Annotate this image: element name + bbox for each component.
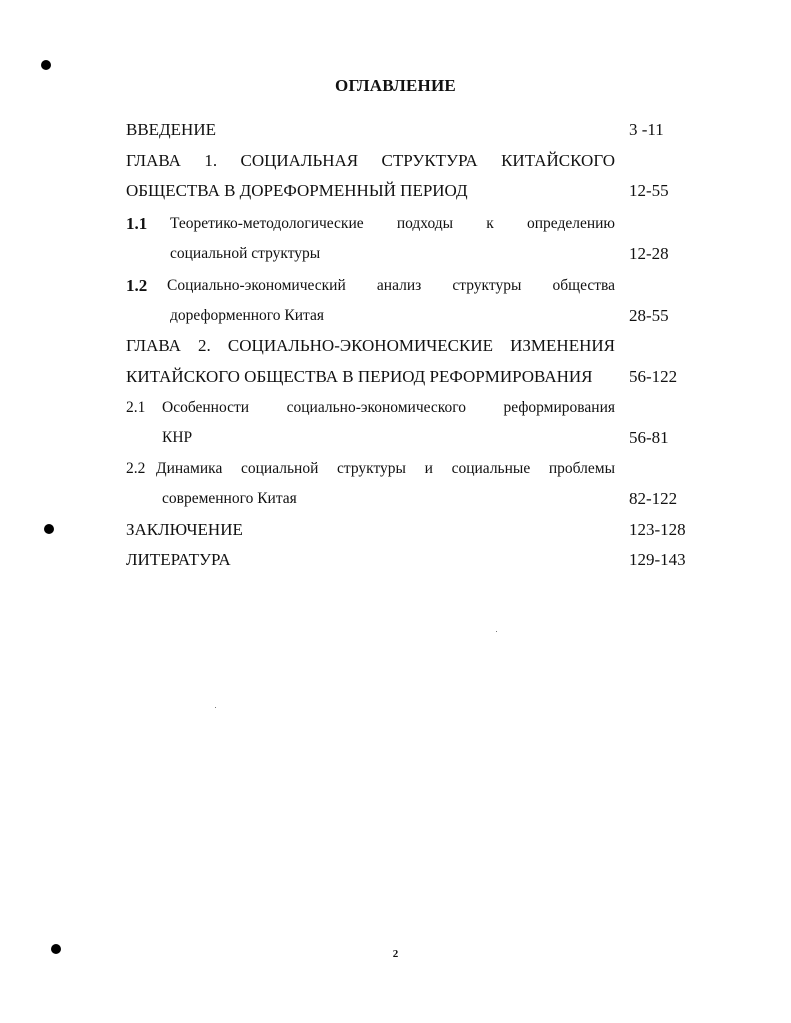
toc-section-1-2-line2: дореформенного Китая [170,307,324,324]
toc-intro-label: ВВЕДЕНИЕ [126,120,216,139]
toc-chapter2-line1: ГЛАВА 2. СОЦИАЛЬНО-ЭКОНОМИЧЕСКИЕ ИЗМЕНЕНИЯ [126,336,615,355]
binder-hole-top [41,60,51,70]
scan-speck [215,707,216,708]
toc-literature-pages: 129-143 [629,550,686,569]
toc-chapter1-pages: 12-55 [629,181,669,200]
page-title: ОГЛАВЛЕНИЕ [335,76,456,95]
page-number: 2 [392,948,399,960]
toc-section-1-1-line2: социальной структуры [170,245,321,262]
toc-intro-pages: 3 -11 [629,120,664,139]
toc-section-2-1-line1: Особенности социально-экономического реформирования [162,399,615,416]
toc-section-2-2-pages: 82-122 [629,489,678,508]
toc-section-1-2-pages: 28-55 [629,306,669,325]
toc-conclusion-label: ЗАКЛЮЧЕНИЕ [126,520,243,539]
toc-literature-label: ЛИТЕРАТУРА [126,550,231,569]
toc-section-2-1-pages: 56-81 [629,428,669,447]
toc-chapter1-line1: ГЛАВА 1. СОЦИАЛЬНАЯ СТРУКТУРА КИТАЙСКОГО [126,151,615,170]
toc-section-2-1-line2: КНР [162,429,193,446]
toc-chapter2-line2: КИТАЙСКОГО ОБЩЕСТВА В ПЕРИОД РЕФОРМИРОВАНИЯ [126,367,593,386]
toc-conclusion-pages: 123-128 [629,520,686,539]
toc-chapter1-line2: ОБЩЕСТВА В ДОРЕФОРМЕННЫЙ ПЕРИОД [126,181,468,200]
toc-section-2-2-line1: Динамика социальной структуры и социальные проблемы [156,460,615,477]
toc-section-1-1-line1: Теоретико-методологические подходы к определению [170,215,615,232]
toc-section-2-2-line2: современного Китая [162,490,297,507]
toc-section-2-1-number: 2.1 [126,399,146,416]
toc-section-1-2-number: 1.2 [126,276,148,295]
toc-chapter2-pages: 56-122 [629,367,678,386]
toc-section-2-2-number: 2.2 [126,460,146,477]
binder-hole-middle [44,524,54,534]
toc-section-1-1-pages: 12-28 [629,244,669,263]
toc-section-1-1-number: 1.1 [126,214,148,233]
scan-speck [496,631,497,632]
toc-section-1-2-line1: Социально-экономический анализ структуры общества [167,277,615,294]
